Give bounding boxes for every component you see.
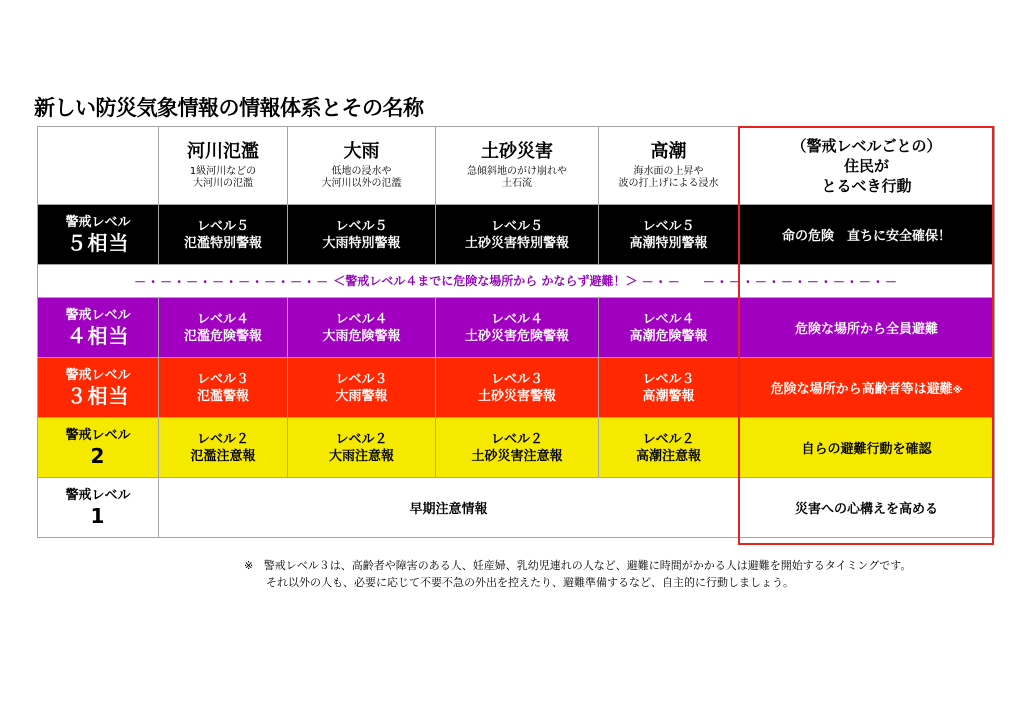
warning-cell: レベル３ 大雨警報 (288, 358, 436, 418)
evacuation-note-text: ＜警戒レベル４までに危険な場所から かならず避難！＞ (333, 274, 638, 288)
footnote-mark: ※ (244, 559, 254, 572)
hazard-header-heavy-rain (288, 127, 436, 205)
action-header: （警戒レベルごとの） 住民が とるべき行動 (739, 127, 995, 205)
action-cell: 危険な場所から高齢者等は避難※ (739, 358, 995, 418)
hazard-desc: 低地の浸水や 大河川以外の氾濫 (321, 166, 402, 189)
action-cell: 災害への心構えを高める (739, 478, 995, 538)
evacuation-note-row (38, 265, 995, 298)
level-label: 警戒レベル 2 (38, 418, 159, 478)
hazard-header-landslide (436, 127, 599, 205)
warning-cell: レベル４ 氾濫危険警報 (159, 298, 288, 358)
warning-cell: レベル３ 氾濫警報 (159, 358, 288, 418)
warning-cell: レベル５ 土砂災害特別警報 (436, 205, 599, 265)
level-3-row (38, 358, 995, 418)
hazard-name: 大雨 (343, 141, 380, 162)
dash-line-left: －・－・－・－・－・－・－・－ (134, 275, 330, 289)
level-5-row (38, 205, 995, 265)
dash-line-mid: －・－ (641, 275, 681, 289)
level-label: 警戒レベル ５相当 (38, 205, 159, 265)
header-corner-cell (38, 127, 159, 205)
warning-cell: レベル４ 土砂災害危険警報 (436, 298, 599, 358)
level-label: 警戒レベル 1 (38, 478, 159, 538)
dash-line-right: －・－・－・－・－・－・－・－ (702, 275, 898, 289)
warning-cell: レベル４ 大雨危険警報 (288, 298, 436, 358)
footnote (244, 557, 911, 591)
evacuation-note (38, 265, 995, 298)
warning-cell: レベル２ 大雨注意報 (288, 418, 436, 478)
warning-cell: レベル２ 土砂災害注意報 (436, 418, 599, 478)
hazard-name: 河川氾濫 (187, 141, 259, 162)
warning-level-table (37, 126, 995, 538)
action-cell: 自らの避難行動を確認 (739, 418, 995, 478)
hazard-desc: 急傾斜地のがけ崩れや 土石流 (467, 166, 567, 189)
warning-cell: レベル４ 高潮危険警報 (599, 298, 739, 358)
footnote-line-2: それ以外の人も、必要に応じて不要不急の外出を控えたり、避難準備するなど、自主的に行動しましょう。 (266, 576, 794, 589)
warning-cell: レベル２ 氾濫注意報 (159, 418, 288, 478)
level-label: 警戒レベル ４相当 (38, 298, 159, 358)
warning-cell: レベル３ 高潮警報 (599, 358, 739, 418)
level-1-row (38, 478, 995, 538)
hazard-header-river-flood (159, 127, 288, 205)
footnote-mark: ※ (952, 385, 963, 396)
warning-cell: レベル３ 土砂災害警報 (436, 358, 599, 418)
level-4-row (38, 298, 995, 358)
warning-cell: レベル５ 大雨特別警報 (288, 205, 436, 265)
warning-cell: レベル５ 氾濫特別警報 (159, 205, 288, 265)
hazard-header-storm-surge (599, 127, 739, 205)
header-row (38, 127, 995, 205)
level-label: 警戒レベル ３相当 (38, 358, 159, 418)
hazard-desc: 1級河川などの 大河川の氾濫 (189, 166, 257, 189)
hazard-desc: 海水面の上昇や 波の打上げによる浸水 (618, 166, 719, 189)
warning-cell: レベル２ 高潮注意報 (599, 418, 739, 478)
page-title: 新しい防災気象情報の情報体系とその名称 (34, 96, 424, 120)
hazard-name: 土砂災害 (481, 141, 553, 162)
early-warning-info-cell: 早期注意情報 (159, 478, 739, 538)
hazard-name: 高潮 (650, 141, 687, 162)
action-cell: 危険な場所から全員避難 (739, 298, 995, 358)
action-cell: 命の危険 直ちに安全確保！ (739, 205, 995, 265)
level-2-row (38, 418, 995, 478)
footnote-line-1: 警戒レベル３は、高齢者や障害のある人、妊産婦、乳幼児連れの人など、避難に時間がかかる人は避難を開始するタイミングです。 (263, 559, 912, 572)
warning-cell: レベル５ 高潮特別警報 (599, 205, 739, 265)
